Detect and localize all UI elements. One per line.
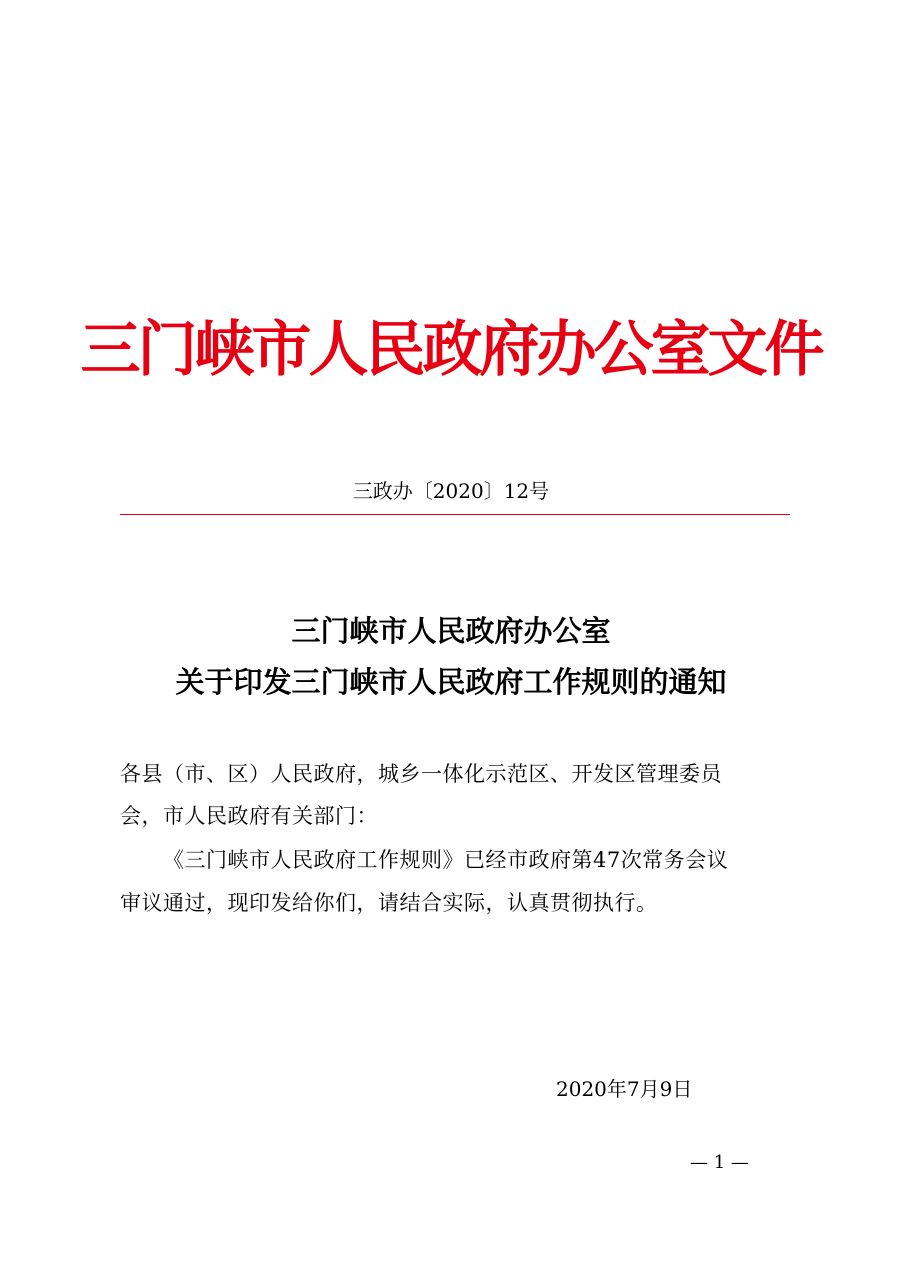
addressee-line-2: 会，市人民政府有关部门： (120, 804, 378, 828)
issue-date: 2020年7月9日 (556, 1077, 693, 1101)
document-number: 三政办〔2020〕12号 (352, 479, 550, 503)
red-divider-line (120, 514, 790, 515)
notice-title-line-2: 关于印发三门峡市人民政府工作规则的通知 (175, 665, 727, 699)
notice-title-line-1: 三门峡市人民政府办公室 (291, 614, 611, 648)
masthead-title: 三门峡市人民政府办公室文件 (80, 315, 822, 385)
addressee-line-1: 各县（市、区）人民政府，城乡一体化示范区、开发区管理委员 (120, 762, 722, 786)
body-paragraph-line-1: 《三门峡市人民政府工作规则》已经市政府第47次常务会议 (163, 848, 729, 872)
body-paragraph-line-2: 审议通过，现印发给你们，请结合实际，认真贯彻执行。 (120, 891, 658, 915)
page-number: — 1 — (690, 1152, 749, 1173)
